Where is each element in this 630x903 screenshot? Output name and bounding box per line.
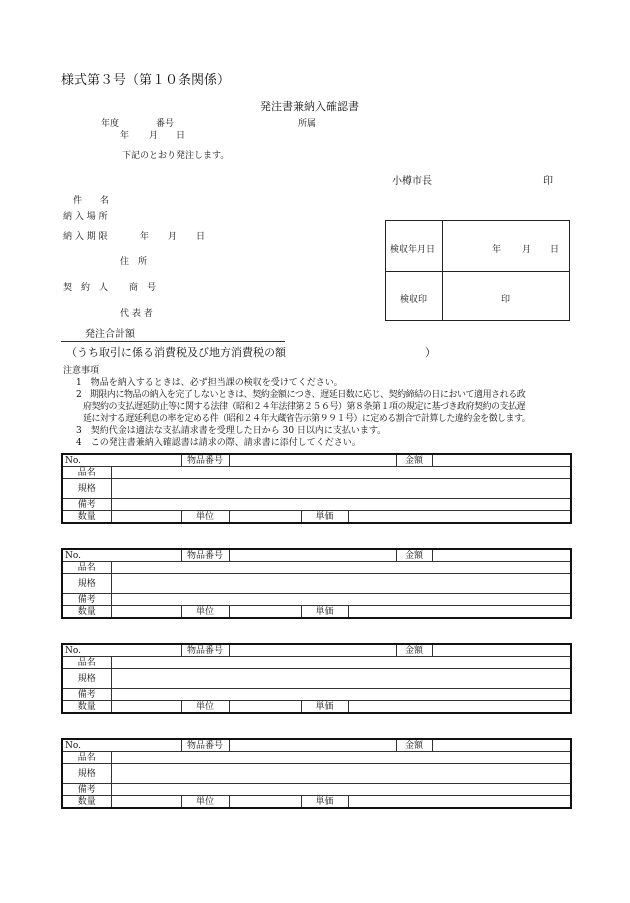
item-no-label: No. — [62, 549, 181, 562]
total-label: 発注合計額 — [85, 329, 135, 340]
representative-label: 代 表 者 — [120, 309, 153, 319]
item-code-label: 物品番号 — [181, 739, 229, 752]
tax-note-open: （うち取引に係る消費税及び地方消費税の額 — [66, 346, 286, 359]
name-label: 品名 — [62, 752, 111, 764]
address-label: 住 所 — [120, 257, 148, 267]
spec-value[interactable] — [111, 479, 571, 499]
total-underline — [61, 341, 285, 342]
note-item-2-cont-2: 延に対する遅延利息の率を定める件（昭和２４年大蔵省告示第９９１号）に定める割合で計算した違約金を徴します。 — [83, 414, 531, 424]
name-label: 品名 — [62, 657, 111, 669]
item-code-value[interactable] — [229, 454, 396, 467]
quantity-label: 数量 — [62, 606, 111, 619]
item-code-label: 物品番号 — [181, 644, 229, 657]
inspection-date-label: 検収年月日 — [390, 245, 436, 255]
fiscal-year-label: 年度 — [101, 119, 120, 129]
form-number: 様式第３号（第１０条関係） — [61, 73, 231, 88]
item-no-label: No. — [62, 739, 181, 752]
trade-name-label: 商 号 — [129, 283, 157, 293]
unit-price-value[interactable] — [348, 796, 571, 809]
unit-price-label: 単価 — [301, 796, 348, 809]
note-item-2-cont-1: 府契約の支払遅延防止等に関する法律（昭和２４年法律第２５６号）第８条第１項の規定に基づき政府契約の支払遅 — [83, 402, 526, 412]
item-table-2 — [61, 548, 570, 619]
amount-label: 金額 — [396, 549, 432, 562]
amount-label: 金額 — [396, 644, 432, 657]
unit-price-label: 単価 — [301, 511, 348, 524]
unit-label: 単位 — [181, 606, 229, 619]
name-label: 品名 — [62, 467, 111, 479]
unit-label: 単位 — [181, 701, 229, 714]
issuer-name: 小樽市長 — [392, 176, 432, 187]
date-day-label: 日 — [176, 131, 186, 141]
remarks-label: 備考 — [62, 499, 111, 511]
note-item-1: 1 物品を納入するときは、必ず担当課の検収を受けてください。 — [76, 378, 343, 388]
remarks-label: 備考 — [62, 689, 111, 701]
item-code-value[interactable] — [229, 644, 396, 657]
item-table-1 — [61, 453, 570, 524]
tax-note-close: ） — [425, 346, 436, 359]
department-label: 所属 — [298, 119, 317, 129]
unit-value[interactable] — [229, 606, 301, 619]
date-year-label: 年 — [120, 131, 130, 141]
subject-label: 件 名 — [73, 196, 110, 206]
intro-text: 下記のとおり発注します。 — [122, 151, 230, 161]
item-code-label: 物品番号 — [181, 454, 229, 467]
remarks-label: 備考 — [62, 784, 111, 796]
quantity-label: 数量 — [62, 701, 111, 714]
document-title: 発注書兼納入確認書 — [260, 100, 359, 113]
unit-label: 単位 — [181, 511, 229, 524]
name-value[interactable] — [111, 562, 571, 574]
item-no-label: No. — [62, 454, 181, 467]
notes-heading: 注意事項 — [63, 366, 100, 376]
unit-value[interactable] — [229, 511, 301, 524]
unit-price-value[interactable] — [348, 701, 571, 714]
quantity-value[interactable] — [111, 511, 181, 524]
deadline-year-label: 年 — [140, 232, 150, 242]
inspection-seal-label: 検収印 — [400, 295, 428, 305]
inspection-year: 年 — [492, 245, 502, 255]
inspection-day: 日 — [550, 245, 560, 255]
unit-value[interactable] — [229, 796, 301, 809]
item-code-label: 物品番号 — [181, 549, 229, 562]
item-table-4 — [61, 738, 570, 809]
item-code-value[interactable] — [229, 549, 396, 562]
delivery-place-label: 納 入 場 所 — [63, 212, 108, 222]
item-table-3 — [61, 643, 570, 714]
delivery-deadline-label: 納 入 期 限 — [63, 232, 108, 242]
quantity-label: 数量 — [62, 796, 111, 809]
unit-price-value[interactable] — [348, 511, 571, 524]
spec-label: 規格 — [62, 764, 111, 784]
note-item-2: 2 期限内に物品の納入を完了しないときは、契約金額につき、遅延日数に応じ、契約締結の日において適用される政 — [76, 390, 526, 400]
name-label: 品名 — [62, 562, 111, 574]
amount-label: 金額 — [396, 739, 432, 752]
deadline-day-label: 日 — [196, 232, 206, 242]
quantity-value[interactable] — [111, 796, 181, 809]
inspection-month: 月 — [522, 245, 532, 255]
note-item-4: 4 この発注書兼納入確認書は請求の際、請求書に添付してください。 — [76, 438, 361, 448]
remarks-value[interactable] — [111, 689, 571, 701]
name-value[interactable] — [111, 657, 571, 669]
name-value[interactable] — [111, 467, 571, 479]
spec-label: 規格 — [62, 479, 111, 499]
unit-value[interactable] — [229, 701, 301, 714]
amount-label: 金額 — [396, 454, 432, 467]
item-no-label: No. — [62, 644, 181, 657]
unit-label: 単位 — [181, 796, 229, 809]
name-value[interactable] — [111, 752, 571, 764]
date-month-label: 月 — [149, 131, 159, 141]
amount-value[interactable] — [432, 549, 571, 562]
spec-value[interactable] — [111, 574, 571, 594]
spec-label: 規格 — [62, 574, 111, 594]
remarks-value[interactable] — [111, 499, 571, 511]
spec-value[interactable] — [111, 764, 571, 784]
quantity-value[interactable] — [111, 606, 181, 619]
issuer-seal: 印 — [543, 176, 553, 187]
quantity-value[interactable] — [111, 701, 181, 714]
number-label: 番号 — [156, 119, 175, 129]
spec-value[interactable] — [111, 669, 571, 689]
spec-label: 規格 — [62, 669, 111, 689]
note-item-3: 3 契約代金は適法な支払請求書を受理した日から 30 日以内に支払います。 — [76, 426, 387, 436]
unit-price-value[interactable] — [348, 606, 571, 619]
deadline-month-label: 月 — [168, 232, 178, 242]
unit-price-label: 単価 — [301, 701, 348, 714]
item-code-value[interactable] — [229, 739, 396, 752]
remarks-value[interactable] — [111, 594, 571, 606]
amount-value[interactable] — [432, 454, 571, 467]
amount-value[interactable] — [432, 739, 571, 752]
remarks-value[interactable] — [111, 784, 571, 796]
contractor-label: 契 約 人 — [63, 283, 109, 293]
inspection-seal: 印 — [501, 295, 511, 305]
amount-value[interactable] — [432, 644, 571, 657]
remarks-label: 備考 — [62, 594, 111, 606]
inspection-box — [385, 220, 570, 321]
quantity-label: 数量 — [62, 511, 111, 524]
unit-price-label: 単価 — [301, 606, 348, 619]
